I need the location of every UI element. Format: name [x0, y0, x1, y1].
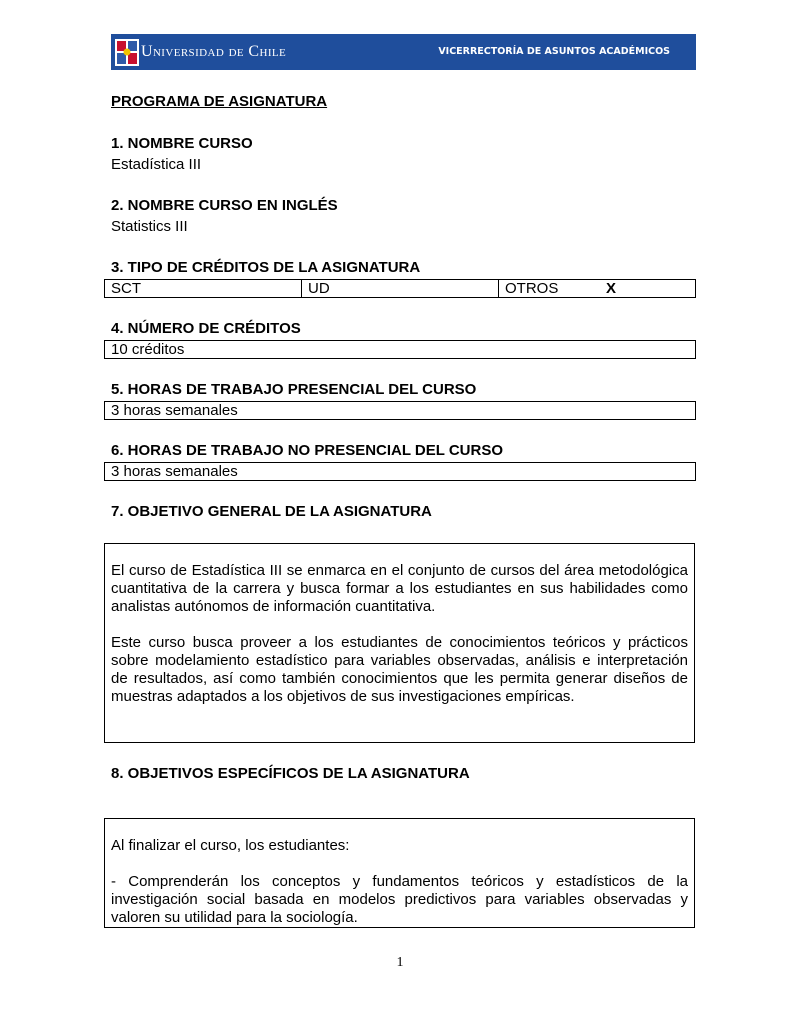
- credit-option-label: SCT: [111, 280, 141, 297]
- course-name: Estadística III: [111, 156, 202, 173]
- credits-box: [104, 340, 696, 359]
- section-6-heading: 6. HORAS DE TRABAJO NO PRESENCIAL DEL CURSO: [111, 442, 503, 459]
- general-objective-paragraph-1: El curso de Estadística III se enmarca en el conjunto de cursos del área metodológica cuantitativa de la carrera y busca formar a los estudiantes en sus habilidades como analistas autónomos de información cuantitativa.: [111, 562, 688, 615]
- specific-objectives-box: [104, 818, 695, 928]
- section-8-heading: 8. OBJETIVOS ESPECÍFICOS DE LA ASIGNATURA: [111, 765, 470, 782]
- credit-option-ud: [302, 280, 499, 297]
- university-crest-icon: [114, 37, 140, 67]
- selected-mark: X: [606, 280, 617, 297]
- section-2-heading: 2. NOMBRE CURSO EN INGLÉS: [111, 197, 338, 214]
- course-name-english: Statistics III: [111, 218, 188, 235]
- credit-option-sct: [105, 280, 302, 297]
- general-objective-paragraph-2: Este curso busca proveer a los estudiantes de conocimientos teóricos y prácticos sobre modelamiento estadístico para variables observadas, análisis e interpretación de resultados, así como también conocimientos que les permita generar diseños de muestras adaptados a los objetivos de sus investigaciones empíricas.: [111, 634, 688, 705]
- specific-objective-item: - Comprenderán los conceptos y fundamentos teóricos y estadísticos de la investigación social basada en modelos predictivos para variables observadas y valoren su utilidad para la sociología.: [111, 873, 688, 926]
- section-4-heading: 4. NÚMERO DE CRÉDITOS: [111, 320, 301, 337]
- specific-objectives-intro: Al finalizar el curso, los estudiantes:: [111, 837, 350, 854]
- university-name: Universidad de Chile: [141, 43, 287, 60]
- non-presential-hours-value: 3 horas semanales: [111, 463, 238, 480]
- section-5-heading: 5. HORAS DE TRABAJO PRESENCIAL DEL CURSO: [111, 381, 477, 398]
- credit-type-table: [104, 279, 696, 298]
- header-banner: [111, 34, 696, 70]
- page-title: PROGRAMA DE ASIGNATURA: [111, 93, 328, 110]
- credit-option-label: OTROS: [505, 280, 559, 297]
- general-objective-box: [104, 543, 695, 743]
- presential-hours-box: [104, 401, 696, 420]
- presential-hours-value: 3 horas semanales: [111, 402, 238, 419]
- credits-value: 10 créditos: [111, 341, 185, 358]
- section-3-heading: 3. TIPO DE CRÉDITOS DE LA ASIGNATURA: [111, 259, 421, 276]
- credit-option-label: UD: [308, 280, 330, 297]
- page-number: 1: [396, 955, 404, 970]
- section-7-heading: 7. OBJETIVO GENERAL DE LA ASIGNATURA: [111, 503, 432, 520]
- credit-option-otros: [499, 280, 695, 297]
- section-1-heading: 1. NOMBRE CURSO: [111, 135, 253, 152]
- non-presential-hours-box: [104, 462, 696, 481]
- office-name: VICERRECTORÍA DE ASUNTOS ACADÉMICOS: [438, 46, 670, 57]
